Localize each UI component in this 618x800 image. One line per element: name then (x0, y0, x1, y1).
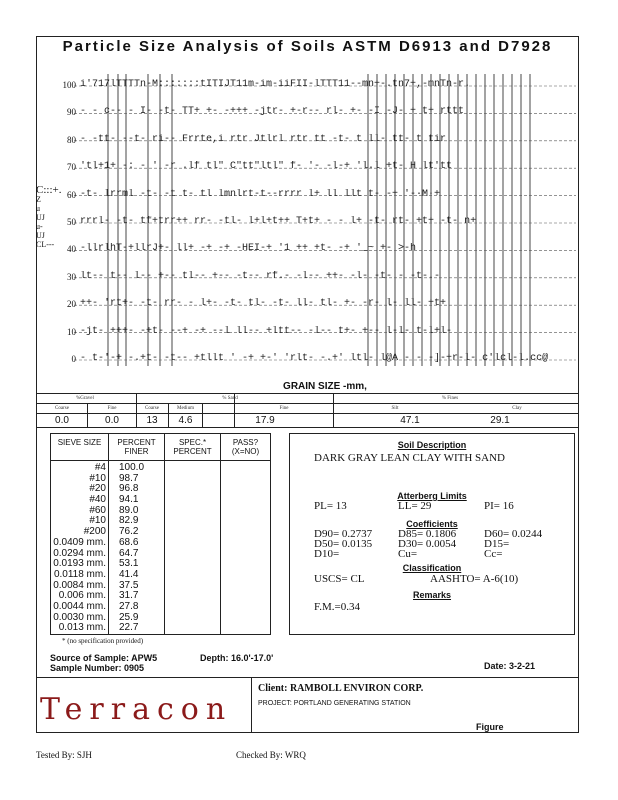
uscs: USCS= CL (314, 573, 365, 585)
sample-depth: Depth: 16.0'-17.0' (200, 653, 274, 663)
chart-ocr-row: -t- lrrml -t- -t t- tl lmnlrt-t--rrrr l+ ll llt t- -+ '-·M·+ (80, 188, 441, 200)
chart-ocr-row: - t-'-+ -.+t- -t-- +tllt ' -+ +-' 'rlt- -.+' ltl- l@A - - -]-+r-l- c'lcl-l.cc@ (80, 353, 549, 364)
sieve-size: 0.0193 mm. (53, 558, 106, 570)
percent-finer: 89.0 (119, 504, 139, 516)
y-tick-label: 40 (67, 244, 76, 255)
percent-finer: 64.7 (119, 547, 139, 559)
percent-finer: 98.7 (119, 472, 139, 484)
y-tick-label: 70 (67, 162, 76, 173)
side-text: u (36, 204, 40, 213)
company-logo: Terracon (40, 692, 233, 727)
y-tick-label: 80 (67, 134, 76, 145)
table-row (51, 494, 270, 505)
table-row (51, 473, 270, 484)
sieve-size: 0.0084 mm. (53, 579, 106, 591)
sieve-size: 0.0118 mm. (53, 568, 106, 580)
chart-ocr-row: ++- 'rt+- -t- rr- - l+- -t- tl- -t- ll- tl- +- -r- l- ll- +t+ (80, 298, 447, 310)
value-fine-sand: 17.9 (255, 415, 275, 426)
percent-finer: 53.1 (119, 558, 139, 570)
d15: D15= (484, 538, 510, 550)
table-row (51, 590, 270, 601)
value-clay: 29.1 (490, 415, 510, 426)
d60: D60= 0.0244 (484, 528, 543, 540)
value-silt: 47.1 (400, 415, 420, 426)
col-sieve-size: SIEVE SIZE (57, 438, 102, 447)
chart-ocr-row: rrrl- -t- tf+trr++ rr- -tl- l+l+t++ T+t+ - - l+ -t- rt- +t+ -t- n+ (80, 216, 477, 227)
tested-by: Tested By: SJH (36, 750, 92, 760)
table-row (51, 537, 270, 548)
table-row (51, 580, 270, 591)
d30: D30= 0.0054 (398, 538, 457, 550)
sample-number: Sample Number: 0905 (50, 663, 145, 673)
sieve-size: #10 (89, 472, 106, 484)
liquid-limit: LL= 29 (398, 500, 432, 512)
sieve-size: #60 (89, 504, 106, 516)
chart-ocr-row: -llrlhT-+llrJ+- ll+ -+ -+ -HEI-+ '1 ++ +t- -+ '_~ +- >-h (80, 243, 417, 255)
table-row (51, 548, 270, 559)
percent-finer: 31.7 (119, 590, 139, 602)
sieve-size: 0.013 mm. (58, 622, 106, 634)
d10: D10= (314, 548, 340, 560)
col-spec-percent: SPEC.* PERCENT (173, 438, 212, 456)
sieve-size: #4 (94, 462, 106, 473)
percent-finer: 82.9 (119, 515, 139, 527)
sieve-size: #40 (89, 494, 106, 506)
d85: D85= 0.1806 (398, 528, 457, 540)
header-medium-sand: Medium (177, 406, 194, 411)
report-title: Particle Size Analysis of Soils ASTM D6913 and D7928 (62, 38, 553, 55)
sieve-size: #200 (83, 526, 106, 538)
value-medium-sand: 4.6 (178, 415, 193, 426)
side-text: Z (36, 195, 41, 204)
project-name: PROJECT: PORTLAND GENERATING STATION (258, 700, 411, 707)
value-coarse-gravel: 0.0 (55, 415, 69, 426)
gradation-chart (38, 62, 578, 390)
table-row (51, 515, 270, 526)
cu: Cu= (398, 548, 418, 560)
side-text: u- (36, 222, 43, 231)
chart-ocr-row: - -tt- --t- ri-- Frrte,i rtr Jtlrl rtr tt -t- t ll- tt- t tir (80, 133, 447, 145)
percent-finer: 94.1 (119, 494, 139, 506)
table-row (51, 601, 270, 612)
y-tick-label: 90 (67, 107, 76, 118)
percent-finer: 27.8 (119, 600, 139, 612)
soil-description-box (289, 433, 575, 635)
chart-ocr-row: -jt- +++- -+t- --+ -+ --l ll-- +ltt-- -l-- t+- +-- l-l- t-l+l- (80, 325, 453, 337)
classification-heading: Classification (402, 563, 462, 573)
header-coarse-gravel: Coarse (55, 406, 69, 411)
table-footnote: * (no specification provided) (62, 637, 144, 645)
sieve-size: 0.0409 mm. (53, 536, 106, 548)
percent-finer: 68.6 (119, 536, 139, 548)
sieve-size: 0.0044 mm. (53, 600, 106, 612)
sieve-size: #10 (89, 515, 106, 527)
y-tick-label: 10 (67, 326, 76, 337)
plastic-limit: PL= 13 (314, 500, 347, 512)
d90: D90= 0.2737 (314, 528, 373, 540)
percent-finer: 41.4 (119, 568, 139, 580)
header-coarse-sand: Coarse (145, 406, 159, 411)
chart-ocr-row: 'tl+1+ -: - ' -r .lf tl" C"tt"ltl" f- '- -l-+ 'l.l +t- H lt'tt (80, 161, 453, 173)
side-text: CL--- (36, 240, 55, 249)
divider (37, 427, 578, 428)
table-row (51, 612, 270, 623)
header-gravel: %Gravel (76, 396, 94, 401)
source-of-sample: Source of Sample: APW5 (50, 653, 158, 663)
table-row (51, 462, 270, 473)
sample-date: Date: 3-2-21 (484, 661, 536, 671)
divider (37, 677, 578, 678)
percent-finer: 76.2 (119, 526, 139, 538)
sieve-rows (51, 462, 270, 633)
divider (251, 677, 252, 732)
table-row (51, 558, 270, 569)
chart-ocr-row: i'717lTTTTn-M:::::::tITIJT11m-im-iiFII-lTTT11--mn+-.tn7+,-mnTn-r. (80, 79, 471, 90)
client-name: Client: RAMBOLL ENVIRON CORP. (258, 683, 424, 694)
percent-finer: 100.0 (119, 462, 145, 473)
soil-description-heading: Soil Description (397, 440, 467, 450)
y-tick-label: 100 (62, 80, 76, 90)
divider (202, 403, 203, 427)
sieve-size: #20 (89, 483, 106, 495)
header-fine-sand: Fine (279, 406, 289, 411)
y-tick-label: 0 (71, 354, 76, 364)
sieve-size: 0.0294 mm. (53, 547, 106, 559)
table-row (51, 483, 270, 494)
side-text: UJ (36, 231, 45, 240)
sieve-table (50, 433, 271, 635)
coefficients-heading: Coefficients (406, 519, 458, 529)
y-tick-label: 20 (67, 299, 76, 310)
fineness-modulus: F.M.=0.34 (314, 601, 360, 613)
y-tick-label: 60 (67, 189, 76, 200)
chart-ocr-row: lt-- t-- l-- +-- tl-- +-- -t-- rf.- -l-- ++- -l- -t- - -t-.- (80, 270, 441, 282)
table-row (51, 569, 270, 580)
table-row (51, 622, 270, 633)
atterberg-heading: Atterberg Limits (397, 491, 467, 501)
col-pass: PASS? (X=NO) (231, 438, 260, 456)
y-tick-label: 30 (67, 271, 76, 282)
figure-label: Figure (476, 722, 504, 732)
aashto: AASHTO= A-6(10) (430, 573, 519, 585)
header-sand: % Sand (222, 396, 238, 401)
y-axis-side-text (36, 186, 66, 249)
plasticity-index: PI= 16 (484, 500, 514, 512)
table-row (51, 526, 270, 537)
header-clay: Clay (512, 406, 522, 411)
side-text: UJ (36, 213, 45, 222)
header-fines: % Fines (441, 396, 459, 401)
percent-finer: 22.7 (119, 622, 139, 634)
col-percent-finer: PERCENT FINER (117, 438, 156, 456)
table-row (51, 505, 270, 516)
divider (37, 403, 578, 404)
percent-finer: 96.8 (119, 483, 139, 495)
remarks-heading: Remarks (412, 590, 452, 600)
value-coarse-sand: 13 (146, 415, 158, 426)
percent-finer: 37.5 (119, 579, 139, 591)
soil-description: DARK GRAY LEAN CLAY WITH SAND (314, 452, 505, 464)
value-fine-gravel: 0.0 (105, 415, 119, 426)
y-tick-label: 50 (67, 217, 76, 227)
d50: D50= 0.0135 (314, 538, 373, 550)
chart-ocr-row: - - c-- - I- -t- TT+ +- -+++ -jtr- +-r-- rl- +- -I -J- + t+ rttt (80, 106, 465, 118)
cc: Cc= (484, 548, 503, 560)
divider (37, 413, 578, 414)
sieve-size: 0.006 mm. (58, 590, 106, 602)
header-silt: Silt (391, 406, 399, 411)
side-text: C:::+. (36, 184, 62, 196)
divider (37, 393, 578, 394)
sieve-size: 0.0030 mm. (53, 611, 106, 623)
checked-by: Checked By: WRQ (236, 750, 306, 760)
x-axis-label: GRAIN SIZE -mm, (283, 381, 367, 392)
percent-finer: 25.9 (119, 611, 139, 623)
header-fine-gravel: Fine (107, 406, 117, 411)
